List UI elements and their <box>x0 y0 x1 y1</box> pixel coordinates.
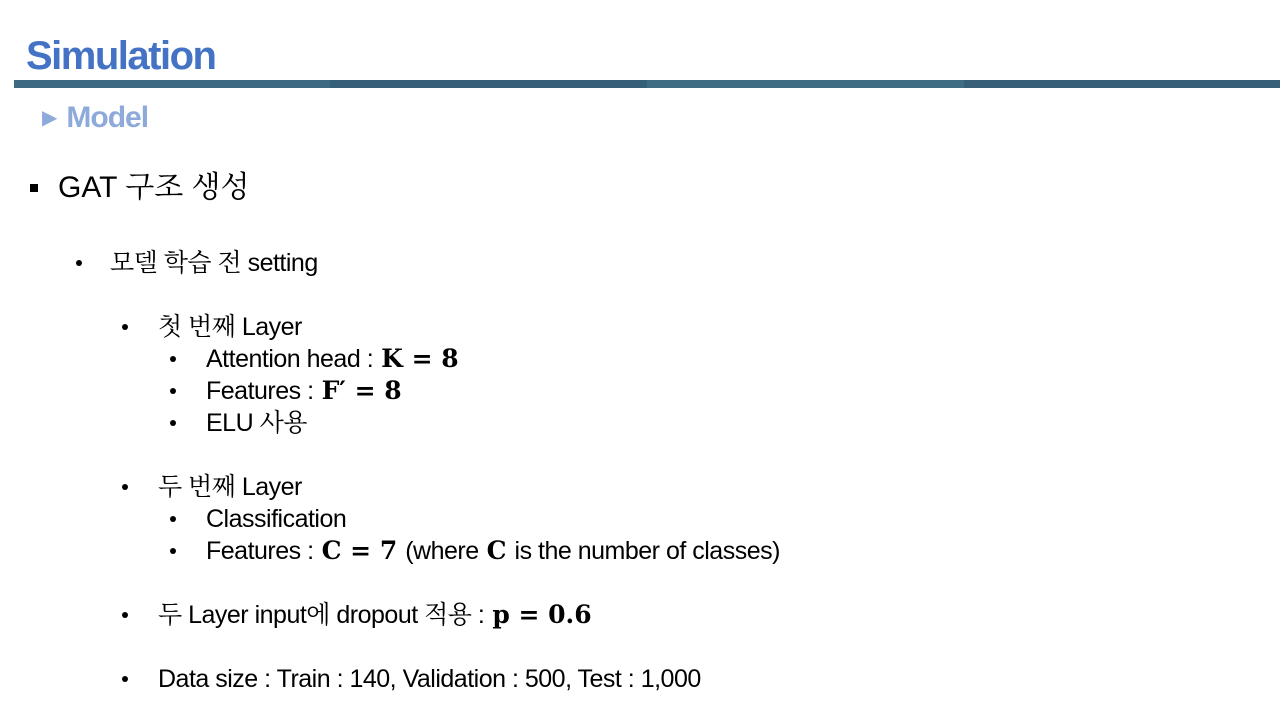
bullet-icon <box>170 548 176 554</box>
dropout-label: 두 Layer input에 dropout 적용 : <box>158 601 485 629</box>
attention-head-value: K = 8 <box>381 344 459 373</box>
bullet-icon <box>170 388 176 394</box>
list-item-second-layer <box>122 471 302 503</box>
list-item-dropout <box>122 599 592 631</box>
heading-text: GAT 구조 생성 <box>58 171 250 204</box>
bullet-icon <box>122 612 128 618</box>
list-item-first-features <box>170 375 402 407</box>
slide-title: Simulation <box>26 34 216 78</box>
features-note-post: is the number of classes) <box>514 537 780 565</box>
bullet-icon <box>170 356 176 362</box>
subtitle-text: Model <box>66 101 149 134</box>
bullet-icon <box>170 420 176 426</box>
bullet-icon <box>122 676 128 682</box>
triangle-bullet-icon: ▶ <box>42 107 57 129</box>
title-divider <box>14 80 1280 88</box>
features-note-variable: C <box>486 536 507 565</box>
list-item-activation <box>170 407 307 439</box>
bullet-icon <box>122 324 128 330</box>
bullet-icon <box>170 516 176 522</box>
second-features-value: C = 7 <box>321 536 398 565</box>
first-features-value: F′ = 8 <box>321 376 402 405</box>
activation-text: ELU 사용 <box>206 409 307 437</box>
list-item-settings <box>76 247 318 279</box>
second-layer-label: 두 번째 Layer <box>158 473 302 501</box>
list-item-data-size <box>122 663 701 695</box>
bullet-icon <box>122 484 128 490</box>
list-item-second-features <box>170 535 780 567</box>
bullet-icon <box>76 260 82 266</box>
dropout-value: p = 0.6 <box>492 600 592 629</box>
features-note-pre: (where <box>405 537 479 565</box>
slide-subtitle <box>42 100 148 136</box>
settings-label: 모델 학습 전 setting <box>110 249 318 277</box>
list-item-classification <box>170 503 346 535</box>
list-item-attention-head <box>170 343 459 375</box>
list-item-first-layer <box>122 311 302 343</box>
data-size-text: Data size : Train : 140, Validation : 500, Test : 1,000 <box>158 665 701 693</box>
section-heading <box>30 168 250 208</box>
first-layer-label: 첫 번째 Layer <box>158 313 302 341</box>
attention-head-label: Attention head : <box>206 345 374 373</box>
first-features-label: Features : <box>206 377 314 405</box>
square-bullet-icon <box>30 184 38 192</box>
second-features-label: Features : <box>206 537 314 565</box>
classification-text: Classification <box>206 505 347 533</box>
